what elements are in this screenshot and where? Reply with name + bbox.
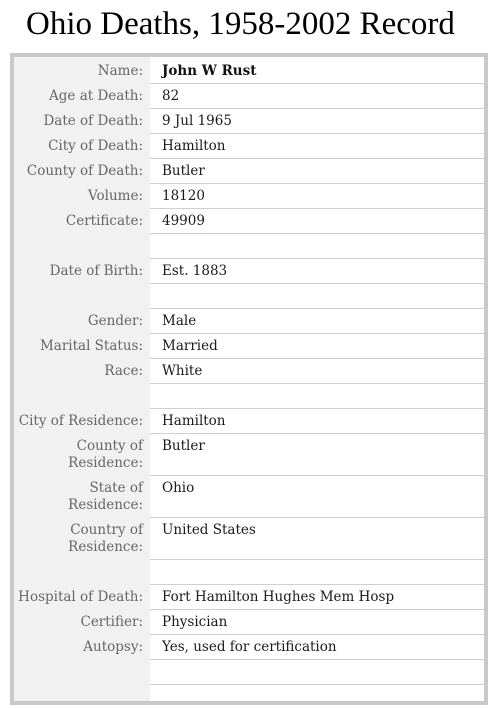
- value-marital-status: Married: [162, 338, 218, 354]
- value-cell-empty: [150, 384, 484, 409]
- value-cell-county-of-residence: [150, 434, 484, 476]
- label-gender: Gender:: [87, 313, 143, 329]
- value-cell-race: [150, 359, 484, 384]
- row-date-of-birth: [14, 259, 484, 284]
- value-cell-date-of-death: [150, 109, 484, 134]
- row-age-at-death: [14, 84, 484, 109]
- row-county-of-death: [14, 159, 484, 184]
- value-cell-county-of-death: [150, 159, 484, 184]
- value-cell-state-of-residence: [150, 476, 484, 518]
- row-autopsy: [14, 635, 484, 660]
- value-age-at-death: 82: [162, 88, 180, 104]
- label-city-of-residence: City of Residence:: [18, 413, 143, 429]
- label-date-of-birth: Date of Birth:: [49, 263, 143, 279]
- row-race: [14, 359, 484, 384]
- row-spacer: [14, 234, 484, 259]
- record-table: [10, 53, 488, 705]
- label-county-of-residence: County of Residence:: [68, 438, 143, 471]
- value-cell-empty: [150, 234, 484, 259]
- value-country-of-residence: United States: [162, 522, 256, 538]
- value-county-of-death: Butler: [162, 163, 205, 179]
- value-certificate: 49909: [162, 213, 205, 229]
- value-cell-empty: [150, 660, 484, 685]
- label-date-of-death: Date of Death:: [43, 113, 143, 129]
- value-cell-city-of-death: [150, 134, 484, 159]
- value-cell-city-of-residence: [150, 409, 484, 434]
- value-name: John W Rust: [162, 63, 257, 79]
- row-spacer: [14, 384, 484, 409]
- value-cell-age-at-death: [150, 84, 484, 109]
- label-hospital-of-death: Hospital of Death:: [18, 589, 143, 605]
- label-certifier: Certifier:: [80, 614, 143, 630]
- row-marital-status: [14, 334, 484, 359]
- label-county-of-death: County of Death:: [26, 163, 143, 179]
- label-race: Race:: [104, 363, 143, 379]
- row-gender: [14, 309, 484, 334]
- value-cell-autopsy: [150, 635, 484, 660]
- row-county-of-residence: [14, 434, 484, 476]
- row-state-of-residence: [14, 476, 484, 518]
- value-volume: 18120: [162, 188, 205, 204]
- value-cell-empty: [150, 560, 484, 585]
- row-spacer: [14, 660, 484, 685]
- value-hospital-of-death: Fort Hamilton Hughes Mem Hosp: [162, 589, 395, 605]
- value-certifier: Physician: [162, 614, 228, 630]
- label-certificate: Certificate:: [65, 213, 143, 229]
- label-city-of-death: City of Death:: [48, 138, 143, 154]
- label-country-of-residence: Country of Residence:: [68, 522, 143, 555]
- row-certificate: [14, 209, 484, 234]
- label-state-of-residence: State of Residence:: [68, 480, 143, 513]
- row-spacer: [14, 560, 484, 585]
- value-date-of-death: 9 Jul 1965: [162, 113, 232, 129]
- value-city-of-death: Hamilton: [162, 138, 226, 154]
- row-date-of-death: [14, 109, 484, 134]
- value-cell-date-of-birth: [150, 259, 484, 284]
- value-county-of-residence: Butler: [162, 438, 205, 454]
- value-cell-name: [150, 59, 484, 84]
- row-volume: [14, 184, 484, 209]
- value-cell-volume: [150, 184, 484, 209]
- value-autopsy: Yes, used for certification: [162, 639, 337, 655]
- row-country-of-residence: [14, 518, 484, 560]
- value-city-of-residence: Hamilton: [162, 413, 226, 429]
- row-hospital-of-death: [14, 585, 484, 610]
- row-city-of-death: [14, 134, 484, 159]
- label-autopsy: Autopsy:: [83, 639, 143, 655]
- row-spacer: [14, 284, 484, 309]
- value-cell-gender: [150, 309, 484, 334]
- label-name: Name:: [97, 63, 143, 79]
- row-certifier: [14, 610, 484, 635]
- value-gender: Male: [162, 313, 197, 329]
- value-race: White: [162, 363, 203, 379]
- row-city-of-residence: [14, 409, 484, 434]
- record-rows: [14, 59, 484, 685]
- value-cell-marital-status: [150, 334, 484, 359]
- value-cell-certifier: [150, 610, 484, 635]
- value-cell-country-of-residence: [150, 518, 484, 560]
- value-cell-empty: [150, 284, 484, 309]
- value-cell-certificate: [150, 209, 484, 234]
- page-title: Ohio Deaths, 1958-2002 Record: [26, 6, 455, 42]
- value-date-of-birth: Est. 1883: [162, 263, 228, 279]
- value-state-of-residence: Ohio: [162, 480, 195, 496]
- label-volume: Volume:: [88, 188, 143, 204]
- value-cell-hospital-of-death: [150, 585, 484, 610]
- label-marital-status: Marital Status:: [39, 338, 143, 354]
- label-age-at-death: Age at Death:: [49, 88, 143, 104]
- row-name: [14, 59, 484, 84]
